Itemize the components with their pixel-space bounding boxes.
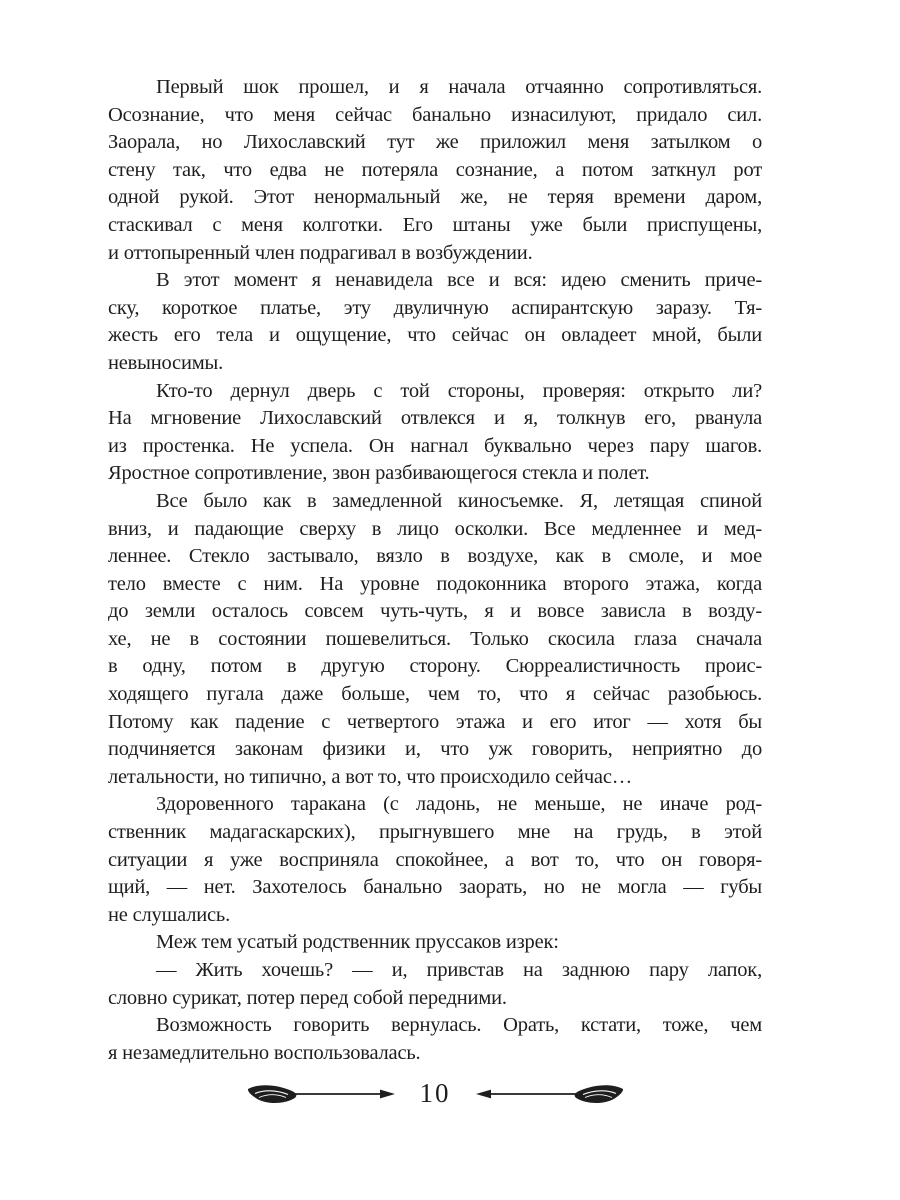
text-line: стену так, что едва не потеряла сознание, а потом заткнул рот xyxy=(108,158,762,181)
text-line: одной рукой. Этот ненормальный же, не теряя времени даром, xyxy=(108,186,762,209)
text-line: Яростное сопротивление, звон разбивающегося стекла и полет. xyxy=(108,462,650,485)
paragraph xyxy=(108,378,762,488)
text-line: не слушались. xyxy=(108,903,231,926)
text-line: Возможность говорить вернулась. Орать, кстати, тоже, чем xyxy=(156,1014,762,1037)
text-line: из простенка. Не успела. Он нагнал буквально через пару шагов. xyxy=(108,434,762,457)
paragraph xyxy=(108,957,762,1012)
paragraph xyxy=(108,74,762,267)
text-line: — Жить хочешь? — и, привстав на заднюю пару лапок, xyxy=(156,959,762,981)
text-line: Меж тем усатый родственник пруссаков изрек: xyxy=(156,931,559,954)
text-line: тело вместе с ним. На уровне подоконника второго этажа, когда xyxy=(108,572,762,595)
text-line: невыносимы. xyxy=(108,351,223,374)
page-text xyxy=(108,74,762,1067)
leaf-arrow-right-icon xyxy=(246,1081,396,1107)
text-line: Первый шок прошел, и я начала отчаянно сопротивляться. xyxy=(156,76,762,98)
text-line: На мгновение Лихославский отвлекся и я, толкнув его, рванула xyxy=(108,407,762,430)
text-line: подчиняется законам физики и, что уж говорить, неприятно до xyxy=(108,738,762,761)
text-line: Заорала, но Лихославский тут же приложил меня затылком о xyxy=(108,131,762,154)
paragraph xyxy=(108,267,762,377)
paragraph xyxy=(108,488,762,792)
text-line: Все было как в замедленной киносъемке. Я, летящая спиной xyxy=(156,489,762,512)
text-line: ситуации я уже восприняла спокойнее, а вот то, что он говоря- xyxy=(108,848,762,871)
paragraph xyxy=(108,1012,762,1067)
text-line: ску, короткое платье, эту двуличную аспирантскую заразу. Тя- xyxy=(108,296,762,319)
text-line: в одну, потом в другую сторону. Сюрреалистичность проис- xyxy=(108,655,762,678)
page-footer xyxy=(108,1074,762,1114)
text-line: словно сурикат, потер перед собой передними. xyxy=(108,986,507,1009)
page-number: 10 xyxy=(419,1077,451,1108)
text-line: и оттопыренный член подрагивал в возбуждении. xyxy=(108,241,533,264)
text-line: Здоровенного таракана (с ладонь, не меньше, не иначе род- xyxy=(156,793,762,816)
text-line: жесть его тела и ощущение, что сейчас он овладеет мной, были xyxy=(108,324,762,347)
text-line: ственник мадагаскарских), прыгнувшего мне на грудь, в этой xyxy=(108,821,762,844)
text-line: хе, не в состоянии пошевелиться. Только скосила глаза сначала xyxy=(108,627,762,650)
text-line: Осознание, что меня сейчас банально изнасилуют, придало сил. xyxy=(108,103,762,126)
text-line: Кто-то дернул дверь с той стороны, проверяя: открыто ли? xyxy=(156,379,762,402)
text-line: я незамедлительно воспользовалась. xyxy=(108,1041,421,1064)
paragraph xyxy=(108,929,762,957)
text-line: щий, — нет. Захотелось банально заорать, но не могла — губы xyxy=(108,876,762,899)
text-line: леннее. Стекло застывало, вязло в воздухе, как в смоле, и мое xyxy=(108,545,762,568)
text-line: летальности, но типично, а вот то, что происходило сейчас… xyxy=(108,765,633,788)
text-line: вниз, и падающие сверху в лицо осколки. Все медленнее и мед- xyxy=(108,517,762,540)
text-line: Потому как падение с четвертого этажа и его итог — хотя бы xyxy=(108,710,762,733)
paragraph xyxy=(108,791,762,929)
text-line: до земли осталось совсем чуть-чуть, я и вовсе зависла в возду- xyxy=(108,600,762,623)
text-line: В этот момент я ненавидела все и вся: идею сменить приче- xyxy=(156,269,762,292)
text-line: ходящего пугала даже больше, чем то, что я сейчас разобьюсь. xyxy=(108,683,762,706)
text-line: стаскивал с меня колготки. Его штаны уже были приспущены, xyxy=(108,213,762,236)
leaf-arrow-left-icon xyxy=(475,1081,625,1107)
